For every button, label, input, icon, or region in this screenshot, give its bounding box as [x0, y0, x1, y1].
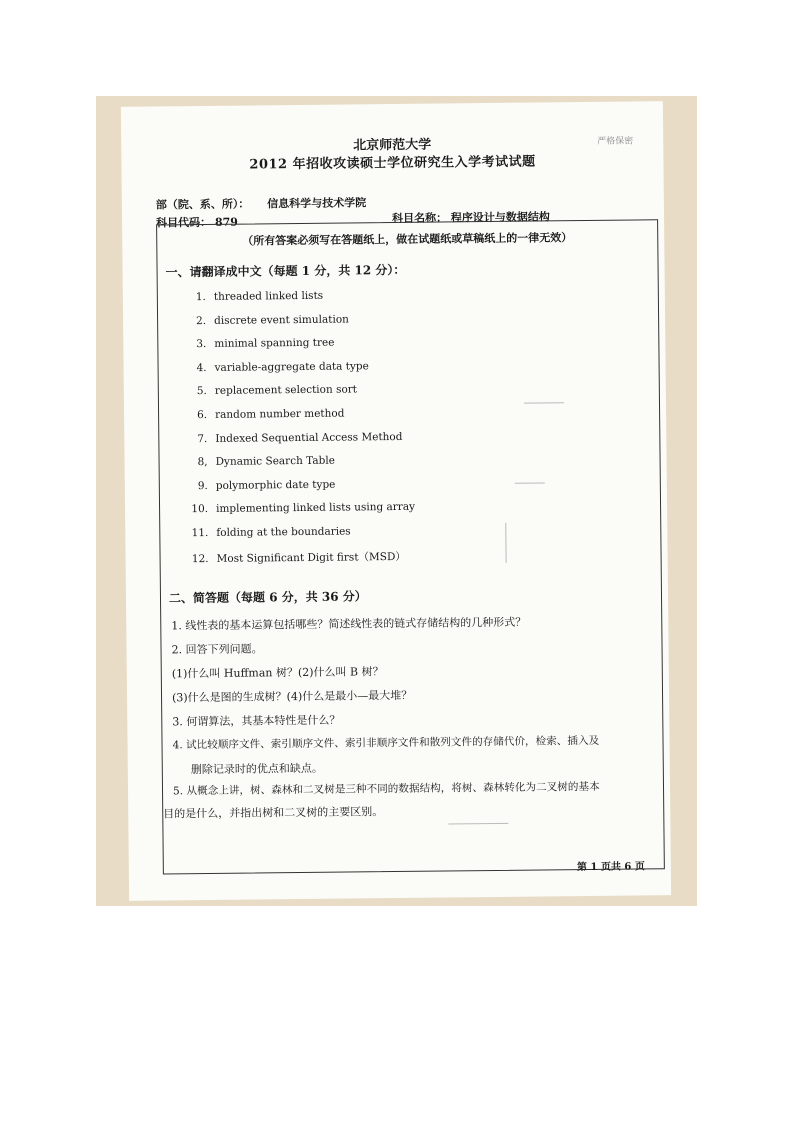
corner-mark: 严格保密: [597, 136, 634, 147]
university-name: 北京师范大学: [353, 137, 432, 154]
translation-item: [183, 384, 357, 398]
translation-item: [182, 290, 323, 303]
translation-item: [184, 525, 350, 539]
item-text: Most Significant Digit first（MSD）: [216, 550, 406, 565]
question-5-continued: 目的是什么，并指出树和二叉树的主要区别。: [163, 805, 384, 821]
subject-name-value: 程序设计与数据结构: [450, 210, 550, 225]
item-number: 7.: [197, 432, 208, 445]
item-number: 6.: [196, 408, 208, 422]
question-4-continued: 删除记录时的优点和缺点。: [190, 761, 323, 777]
item-number: 12.: [191, 552, 209, 565]
question-2-parts-a: (1)什么叫 Huffman 树？(2)什么叫 B 树？: [171, 665, 384, 681]
item-number: 4.: [196, 361, 207, 374]
subject-name-label: 科目名称：: [391, 211, 448, 226]
item-text: threaded linked lists: [213, 289, 324, 303]
department-label: 部（院、系、所）：: [155, 197, 250, 212]
item-text: Dynamic Search Table: [215, 454, 335, 469]
item-text: polymorphic date type: [215, 478, 336, 492]
translation-item: [183, 431, 402, 445]
translation-item: [182, 337, 334, 351]
question-box: [156, 219, 665, 874]
item-number: 5.: [196, 385, 207, 398]
item-number: 8,: [197, 456, 208, 469]
item-number: 9.: [197, 479, 208, 492]
answer-notice: （所有答案必须写在答题纸上，做在试题纸或草稿纸上的一律无效）: [242, 231, 573, 248]
item-text: discrete event simulation: [214, 313, 349, 327]
translation-item: [183, 360, 369, 374]
translation-item: [184, 501, 415, 515]
subject-code-value: 879: [214, 215, 238, 229]
section1-heading: 一、请翻译成中文（每题 1 分，共 12 分）：: [165, 262, 406, 280]
department-line: [156, 194, 366, 212]
item-number: 11.: [191, 526, 209, 540]
item-text: folding at the boundaries: [216, 525, 351, 539]
item-text: Indexed Sequential Access Method: [215, 430, 403, 445]
question-1: 1. 线性表的基本运算包括哪些？简述线性表的链式存储结构的几种形式？: [171, 615, 527, 633]
translation-item: [185, 548, 406, 565]
item-text: minimal spanning tree: [214, 336, 335, 351]
section2-heading: 二、简答题（每题 6 分，共 36 分）: [168, 589, 367, 606]
item-number: 1.: [195, 290, 206, 304]
item-text: implementing linked lists using array: [216, 501, 416, 516]
item-text: random number method: [215, 407, 345, 421]
exam-title: 2012 年招收攻读硕士学位研究生入学考试试题: [249, 154, 536, 173]
question-5: 5. 从概念上讲，树、森林和二叉树是三种不同的数据结构，将树、森林转化为二叉树的基本: [172, 780, 600, 798]
item-number: 10.: [191, 503, 209, 516]
translation-item: [184, 455, 335, 469]
department-value: 信息科学与技术学院: [267, 196, 367, 211]
translation-item: [182, 313, 349, 327]
question-2: 2. 回答下列问题。: [171, 642, 263, 657]
question-4: 4. 试比较顺序文件、索引顺序文件、索引非顺序文件和散列文件的存储代价，检索、插入及: [172, 734, 600, 752]
question-2-parts-b: (3)什么是图的生成树？(4)什么是最小—最大堆？: [171, 688, 413, 705]
translation-item: [184, 478, 336, 492]
translation-item: [183, 408, 344, 422]
page-number: 第 1 页共 6 页: [576, 861, 645, 874]
exam-sheet: [121, 101, 671, 901]
question-3: 3. 何谓算法，其基本特性是什么？: [172, 713, 341, 729]
item-text: variable-aggregate data type: [214, 360, 369, 374]
item-number: 2.: [196, 314, 207, 327]
item-text: replacement selection sort: [214, 383, 358, 398]
subject-code-label: 科目代码：: [156, 215, 212, 230]
item-number: 3.: [196, 338, 207, 351]
